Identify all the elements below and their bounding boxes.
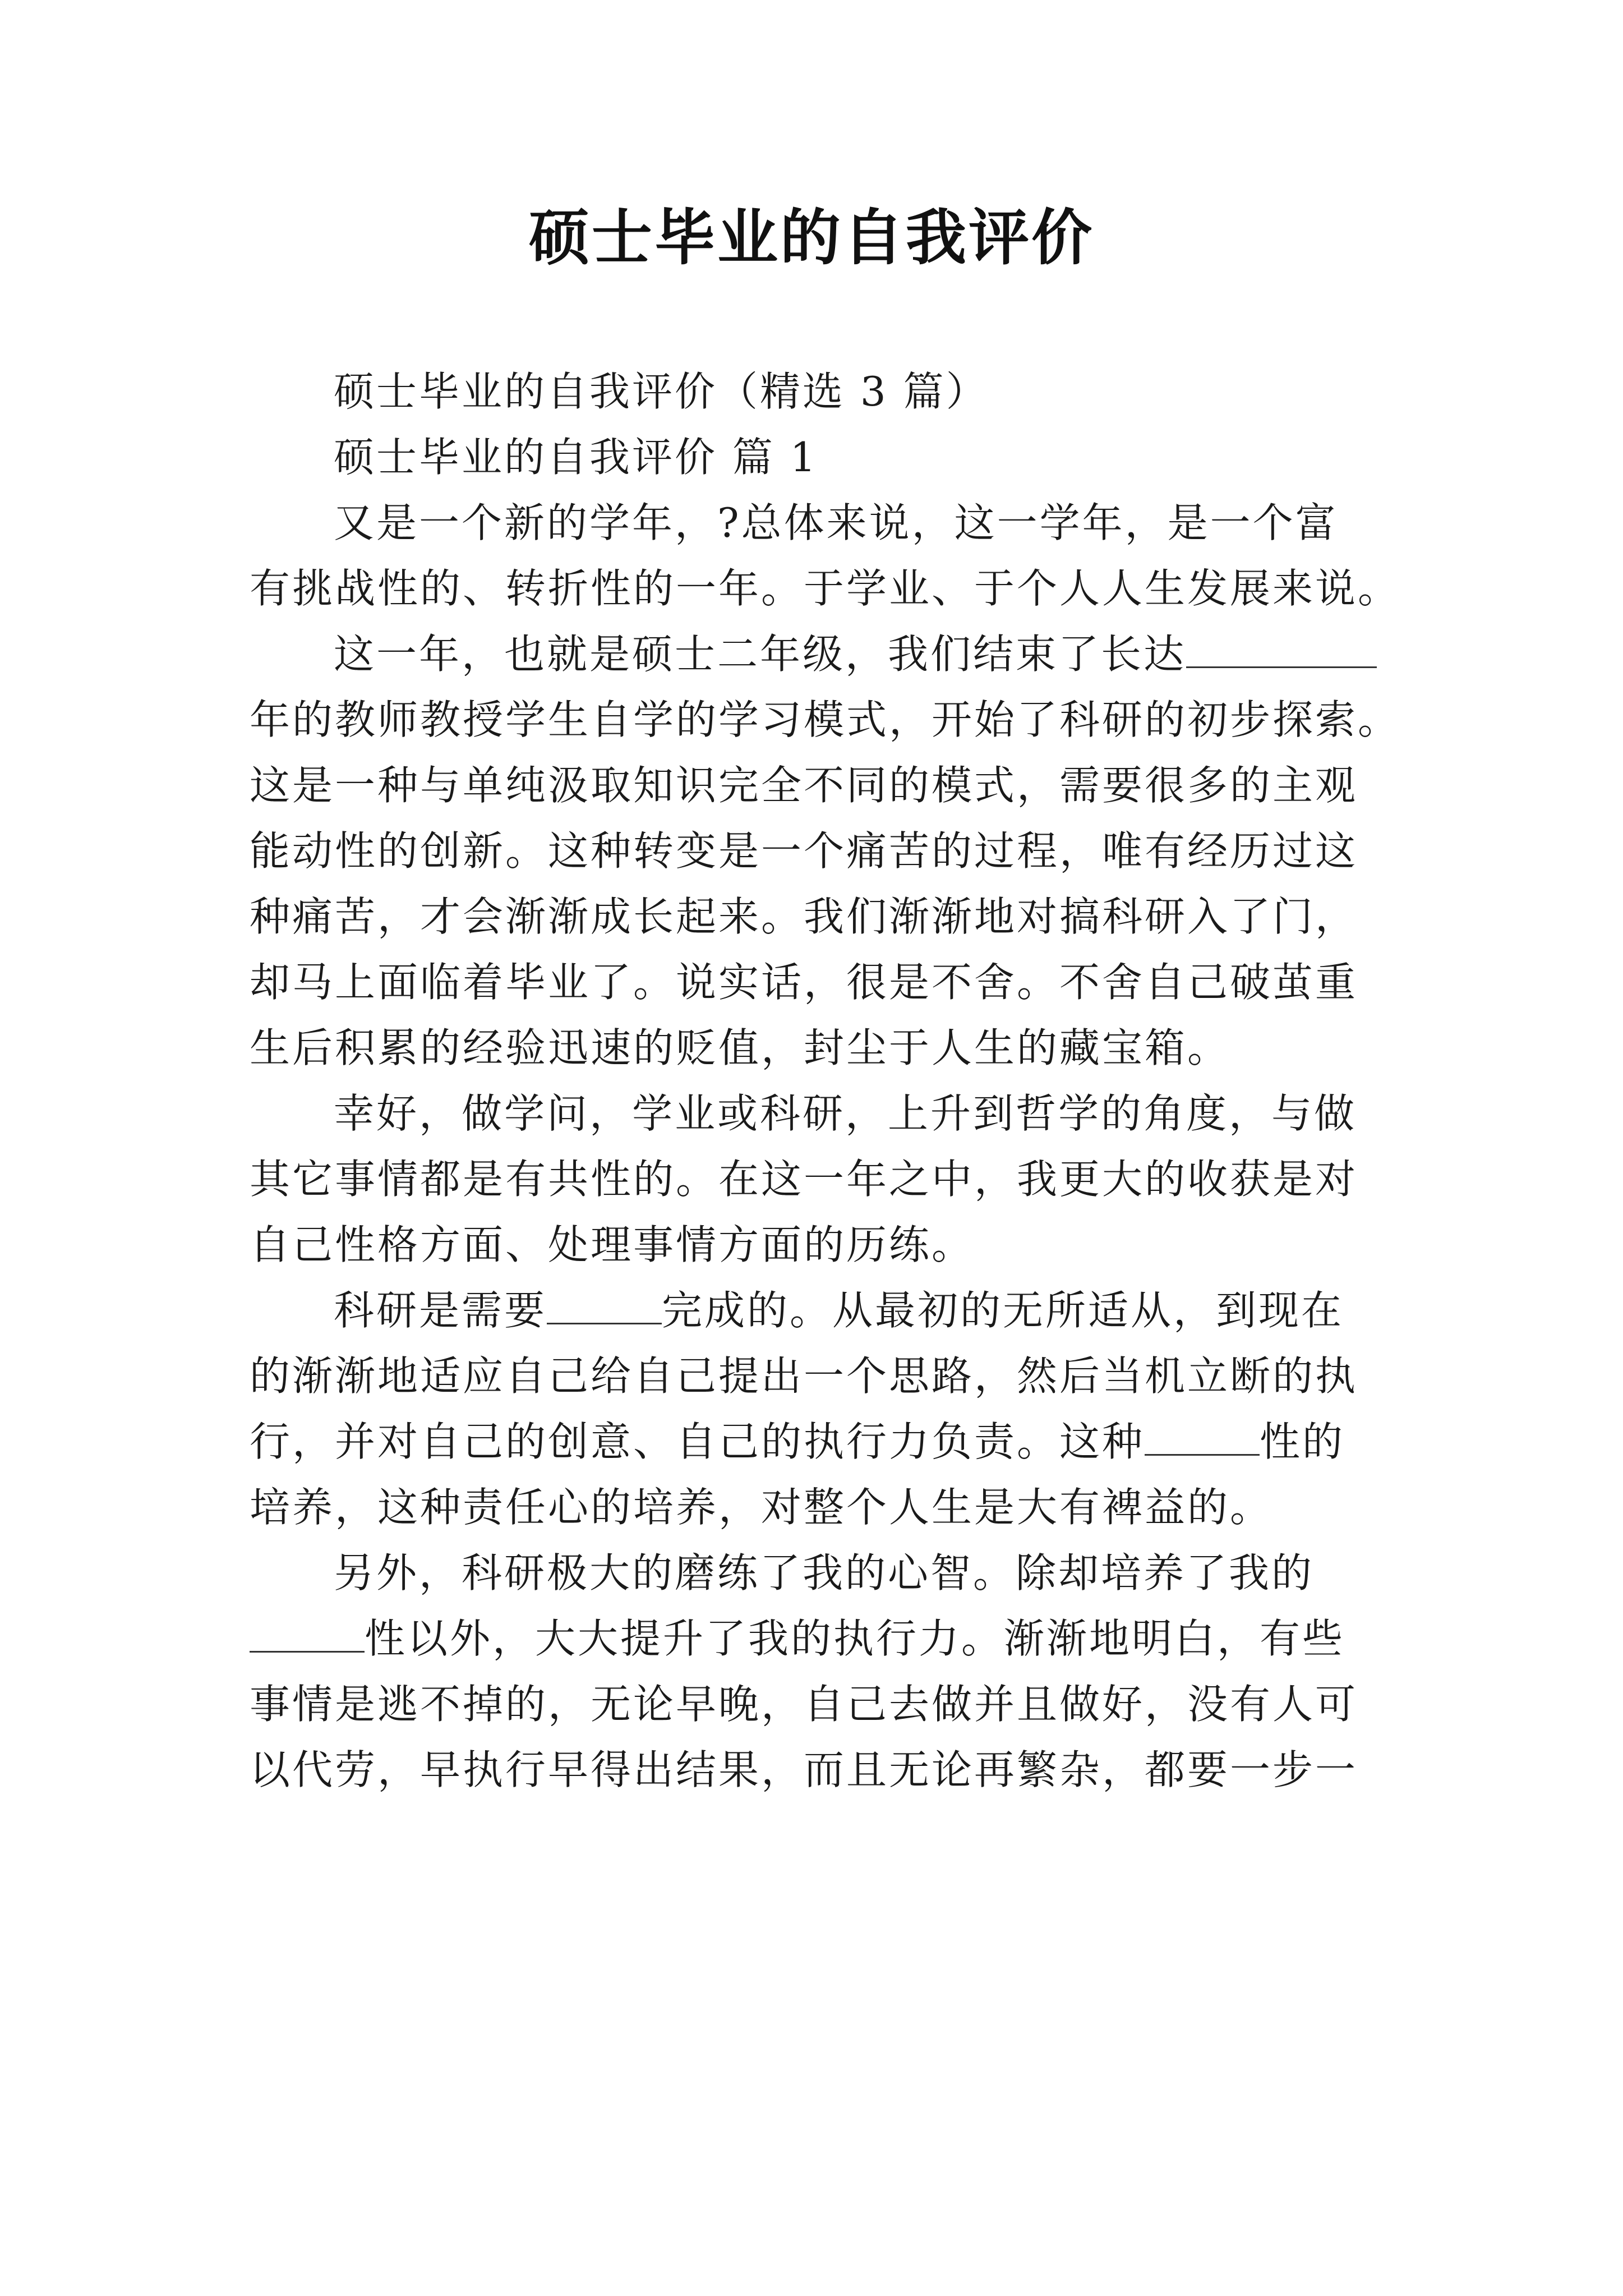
fill-in-blank <box>1186 632 1377 668</box>
fill-in-blank <box>1145 1419 1260 1456</box>
paragraph-line: 年的教师教授学生自学的学习模式，开始了科研的初步探索。 <box>250 696 1401 743</box>
paragraph-line: 种痛苦，才会渐渐成长起来。我们渐渐地对搞科研入了门， <box>250 893 1358 940</box>
paragraph-line: 这是一种与单纯汲取知识完全不同的模式，需要很多的主观 <box>250 762 1358 809</box>
fill-in-blank <box>547 1288 662 1324</box>
paragraph-line <box>250 1278 1391 1343</box>
paragraph-text: 性以外，大大提升了我的执行力。渐渐地明白，有些 <box>365 1615 1345 1662</box>
paragraph-line: 其它事情都是有共性的。在这一年之中，我更大的收获是对 <box>250 1156 1358 1203</box>
paragraph-line <box>250 1606 1391 1672</box>
paragraph-line: 幸好，做学问，学业或科研，上升到哲学的角度，与做 <box>334 1090 1357 1137</box>
paragraph-line: 却马上面临着毕业了。说实话，很是不舍。不舍自己破茧重 <box>250 959 1358 1006</box>
paragraph-line: 能动性的创新。这种转变是一个痛苦的过程，唯有经历过这 <box>250 827 1358 875</box>
paragraph-line: 自己性格方面、处理事情方面的历练。 <box>250 1221 975 1268</box>
paragraph-line: 另外，科研极大的磨练了我的心智。除却培养了我的 <box>334 1549 1315 1596</box>
paragraph-line: 以代劳，早执行早得出结果，而且无论再繁杂，都要一步一 <box>250 1746 1358 1793</box>
document-body <box>250 359 1401 1803</box>
paragraph-text: 这一年，也就是硕士二年级，我们结束了长达 <box>334 631 1187 678</box>
fill-in-blank <box>250 1616 365 1653</box>
paragraph-line <box>250 622 1391 687</box>
paragraph-line: 培养，这种责任心的培养，对整个人生是大有裨益的。 <box>250 1484 1273 1531</box>
paragraph-line: 有挑战性的、转折性的一年。于学业、于个人人生发展来说。 <box>250 565 1401 612</box>
paragraph-line: 事情是逃不掉的，无论早晚，自己去做并且做好，没有人可 <box>250 1681 1358 1728</box>
paragraph-text: 行，并对自己的创意、自己的执行力负责。这种 <box>250 1418 1145 1465</box>
paragraph-line: 的渐渐地适应自己给自己提出一个思路，然后当机立断的执 <box>250 1352 1358 1400</box>
paragraph-line: 又是一个新的学年，?总体来说，这一学年，是一个富 <box>334 499 1338 546</box>
paragraph-text: 完成的。从最初的无所适从，到现在 <box>662 1287 1344 1334</box>
paragraph-line <box>250 1409 1391 1475</box>
section-heading: 硕士毕业的自我评价 篇 1 <box>334 434 818 481</box>
paragraph-text: 性的 <box>1260 1418 1345 1465</box>
document-subtitle: 硕士毕业的自我评价（精选 3 篇） <box>334 368 989 415</box>
paragraph-line: 生后积累的经验迅速的贬值，封尘于人生的藏宝箱。 <box>250 1024 1230 1071</box>
paragraph-text: 科研是需要 <box>334 1287 547 1334</box>
document-title: 硕士毕业的自我评价 <box>528 203 1094 273</box>
